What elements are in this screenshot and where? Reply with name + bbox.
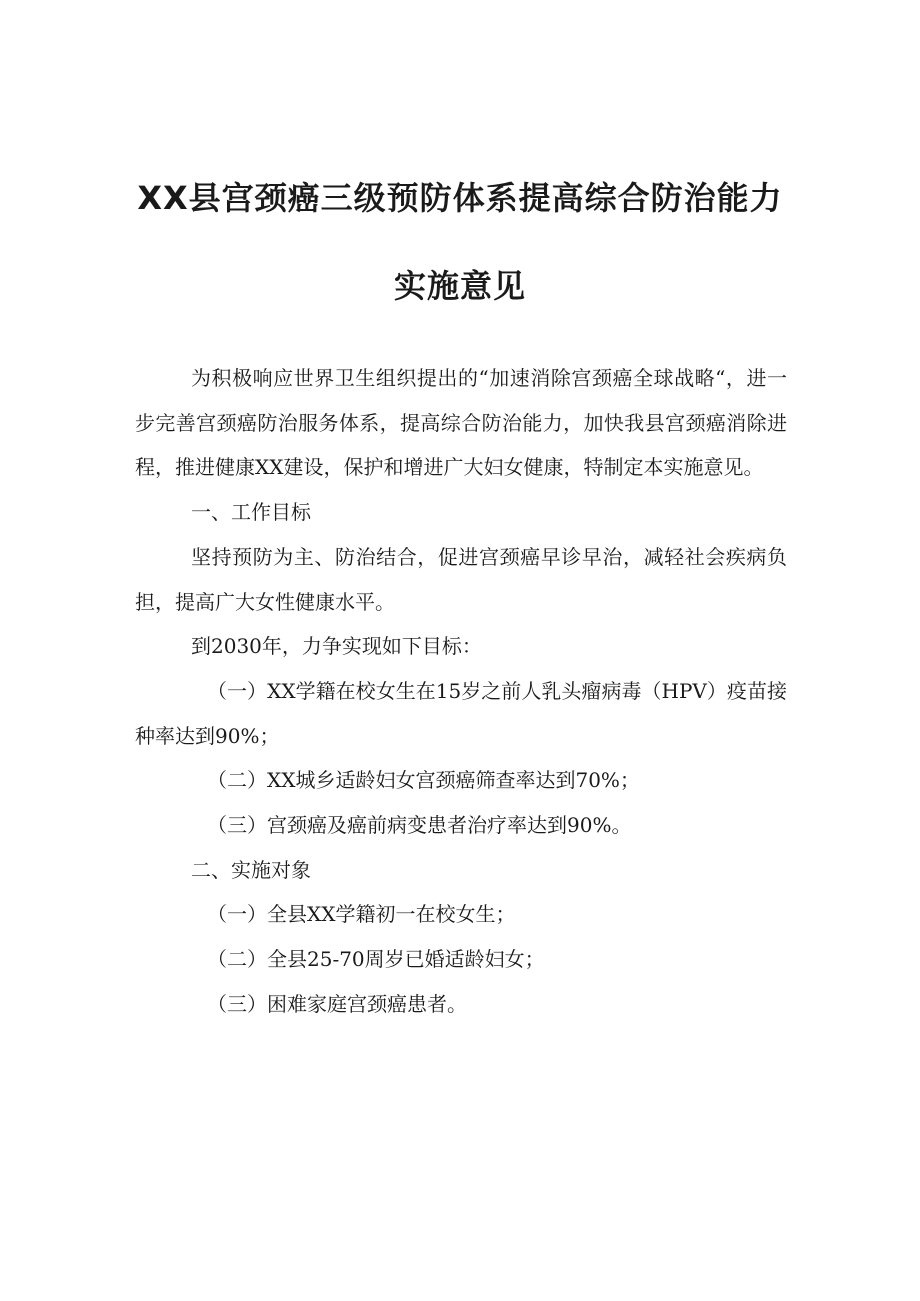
subject-item-1: （一）全县XX学籍初一在校女生； [207, 902, 516, 927]
target-item-2: （二）XX城乡适龄妇女宫颈癌筛查率达到70%； [207, 768, 640, 793]
document-title: XX县宫颈癌三级预防体系提高综合防治能力 [137, 179, 783, 217]
section-heading-subjects: 二、实施对象 [191, 857, 311, 882]
subject-item-3: （三）困难家庭宫颈癌患者。 [207, 991, 467, 1016]
intro-paragraph: 为积极响应世界卫生组织提出的“加速消除宫颈癌全球战略“，进一步完善宫颈癌防治服务体系，提高综合防治能力，加快我县宫颈癌消除进程，推进健康XX建设，保护和增进广大妇女健康，特制定本实施意见。 [135, 366, 787, 480]
document-body [135, 356, 787, 1027]
target-item-3: （三）宫颈癌及癌前病变患者治疗率达到90%。 [207, 813, 632, 838]
subject-item-2: （二）全县25-70周岁已婚适龄妇女； [207, 947, 545, 972]
target-item-1: （一）XX学籍在校女生在15岁之前人乳头瘤病毒（HPV）疫苗接种率达到90%； [135, 678, 787, 748]
section-heading-goals: 一、工作目标 [191, 500, 311, 525]
goals-paragraph: 坚持预防为主、防治结合，促进宫颈癌早诊早治，减轻社会疾病负担，提高广大女性健康水平。 [135, 544, 787, 614]
document-title-line-2: 实施意见 [393, 267, 526, 305]
target-intro: 到2030年，力争实现如下目标： [191, 634, 482, 659]
